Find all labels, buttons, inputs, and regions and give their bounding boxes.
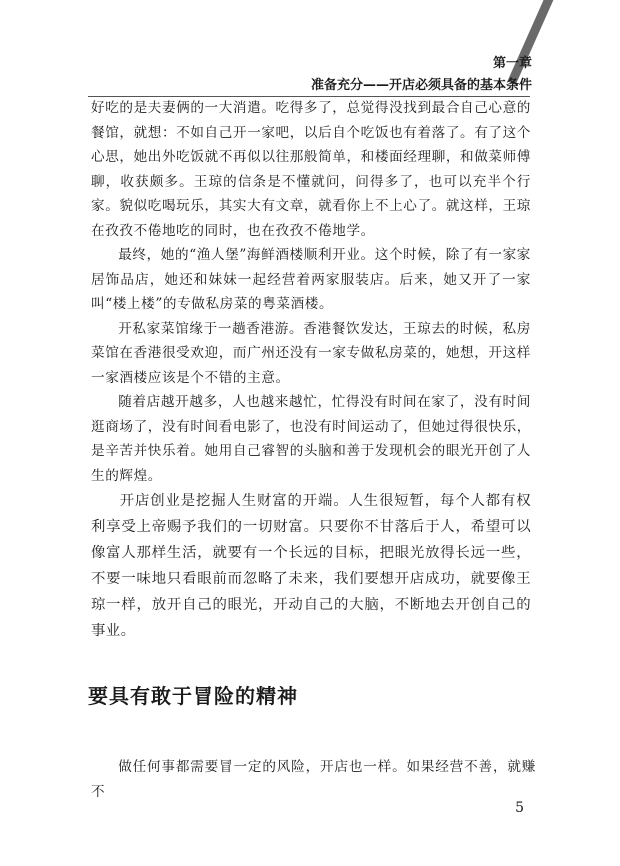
paragraph-3: 开私家菜馆缘于一趟香港游。香港餐饮发达，王琼去的时候，私房菜馆在香港很受欢迎，而广州还没有一家专做私房菜的，她想，开这样一家酒楼应该是个不错的主意。 [91,320,532,386]
paragraph-2: 最终，她的“渔人堡”海鲜酒楼顺利开业。这个时候，除了有一家家居饰品店，她还和妹妹一起经营着两家服装店。后来，她又开了一家叫“楼上楼”的专做私房菜的粤菜酒楼。 [91,247,531,312]
paragraph-4: 随着店越开越多，人也越来越忙，忙得没有时间在家了，没有时间逛商场了，没有时间看电影了，也没有时间运动了，但她过得很快乐，是辛苦并快乐着。她用自己睿智的头脑和善于发现机会的眼光开创了人生的辉煌。 [91,394,532,484]
section-heading: 要具有敢于冒险的精神 [88,684,298,708]
body-text [91,96,531,644]
chapter-subtitle: 准备充分——开店必须具备的基本条件 [310,78,532,93]
paragraph-5: 开店创业是挖掘人生财富的开端。人生很短暂，每个人都有权利享受上帝赐予我们的一切财富。只要你不甘落后于人，希望可以像富人那样生活，就要有一个长远的目标，把眼光放得长远一些，不要一味地只看眼前而忽略了未来，我们要想开店成功，就要像王琼一样，放开自己的眼光，开动自己的大脑，不断地去开创自己的事业。 [91,493,531,639]
section-body [91,755,536,804]
corner-stripe-decoration [507,0,556,85]
section-paragraph: 做任何事都需要冒一定的风险，开店也一样。如果经营不善，就赚不 [91,759,536,800]
chapter-label: 第一章 [492,56,532,71]
paragraph-1: 好吃的是夫妻俩的一大消遣。吃得多了，总觉得没找到最合自己心意的餐馆，就想：不如自己开一家吧，以后自个吃饭也有着落了。有了这个心思，她出外吃饭就不再似以往那般简单，和楼面经理聊，和做菜师傅聊，收获颇多。王琼的信条是不懂就问，问得多了，也可以充半个行家。貌似吃喝玩乐，其实大有文章，就看你上不上心了。就这样，王琼在孜孜不倦地吃的同时，也在孜孜不倦地学。 [91,100,532,239]
page-number: 5 [515,800,524,816]
